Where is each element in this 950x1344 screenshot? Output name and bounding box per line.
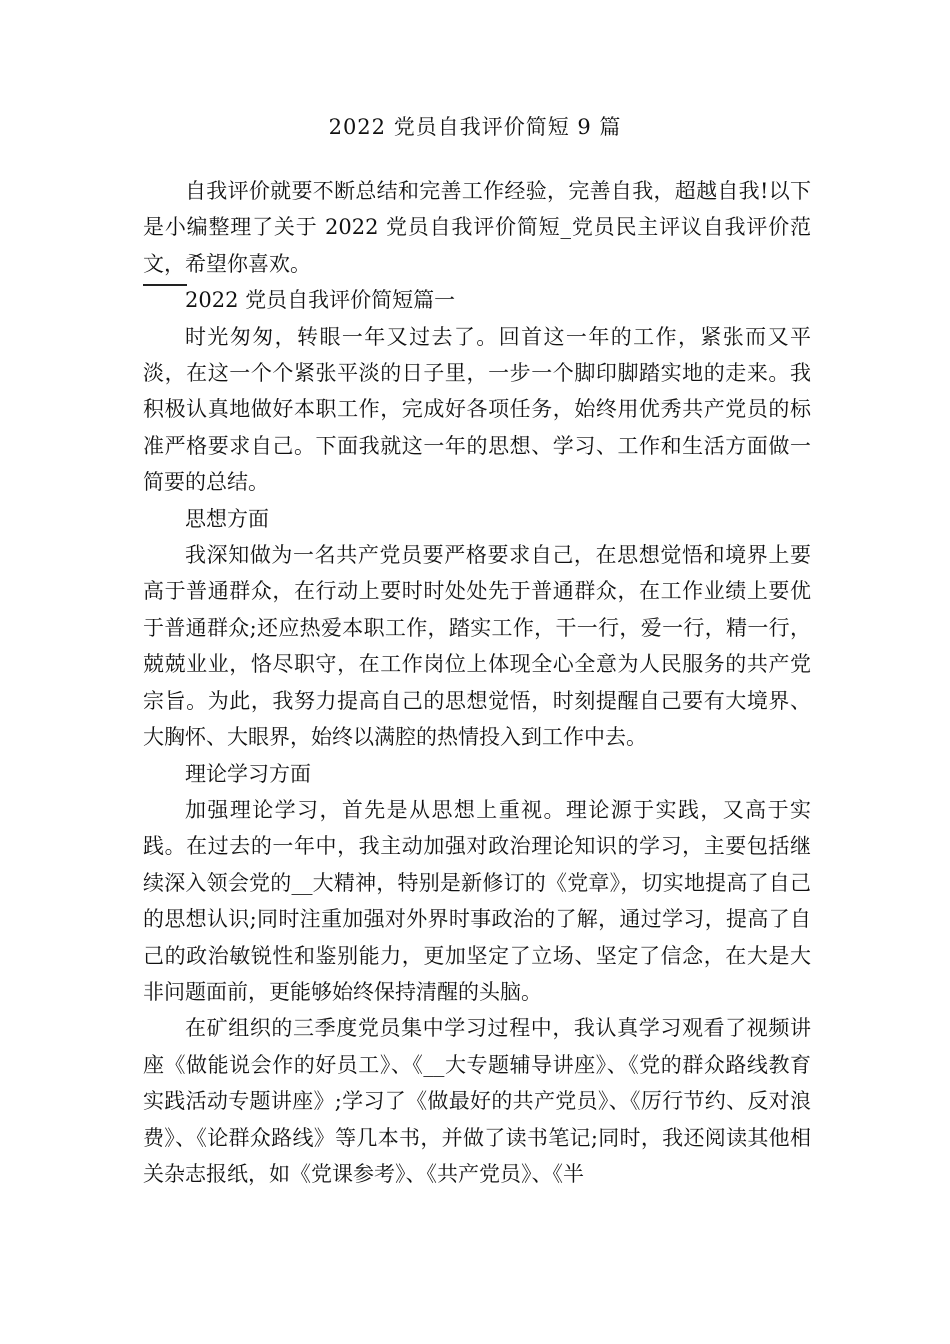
document-title: 2022 党员自我评价简短 9 篇 xyxy=(328,115,622,139)
section-heading-part-one: 2022 党员自我评价简短篇一 xyxy=(185,288,456,313)
section-heading-theory-study: 理论学习方面 xyxy=(185,761,311,786)
intro-paragraph: 自我评价就要不断总结和完善工作经验，完善自我，超越自我!以下是小编整理了关于 2022 党员自我评价简短_党员民主评议自我评价范文，希望你喜欢。 xyxy=(143,179,811,276)
document-body xyxy=(143,173,811,1192)
section-heading-thought: 思想方面 xyxy=(185,506,269,531)
body-paragraph: 加强理论学习，首先是从思想上重视。理论源于实践，又高于实践。在过去的一年中，我主动加强对政治理论知识的学习，主要包括继续深入领会党的__大精神，特别是新修订的《党章》，切实地提高了自己的思想认识;同时注重加强对外界时事政治的了解，通过学习，提高了自己的政治敏锐性和鉴别能力，更加坚定了立场、坚定了信念，在大是大非问题面前，更能够始终保持清醒的头脑。 xyxy=(143,797,811,1004)
body-paragraph: 时光匆匆，转眼一年又过去了。回首这一年的工作，紧张而又平淡，在这一个个紧张平淡的日子里，一步一个脚印脚踏实地的走来。我积极认真地做好本职工作，完成好各项任务，始终用优秀共产党员的标准严格要求自己。下面我就这一年的思想、学习、工作和生活方面做一简要的总结。 xyxy=(143,324,811,495)
body-paragraph: 我深知做为一名共产党员要严格要求自己，在思想觉悟和境界上要高于普通群众，在行动上要时时处处先于普通群众，在工作业绩上要优于普通群众;还应热爱本职工作，踏实工作，干一行，爱一行，精一行，兢兢业业，恪尽职守，在工作岗位上体现全心全意为人民服务的共产党宗旨。为此，我努力提高自己的思想觉悟，时刻提醒自己要有大境界、大胸怀、大眼界，始终以满腔的热情投入到工作中去。 xyxy=(143,543,811,750)
body-paragraph: 在矿组织的三季度党员集中学习过程中，我认真学习观看了视频讲座《做能说会作的好员工》、《__大专题辅导讲座》、《党的群众路线教育实践活动专题讲座》;学习了《做最好的共产党员》、《厉行节约、反对浪费》、《论群众路线》等几本书，并做了读书笔记;同时，我还阅读其他相关杂志报纸，如《党课参考》、《共产党员》、《半 xyxy=(143,1016,811,1186)
